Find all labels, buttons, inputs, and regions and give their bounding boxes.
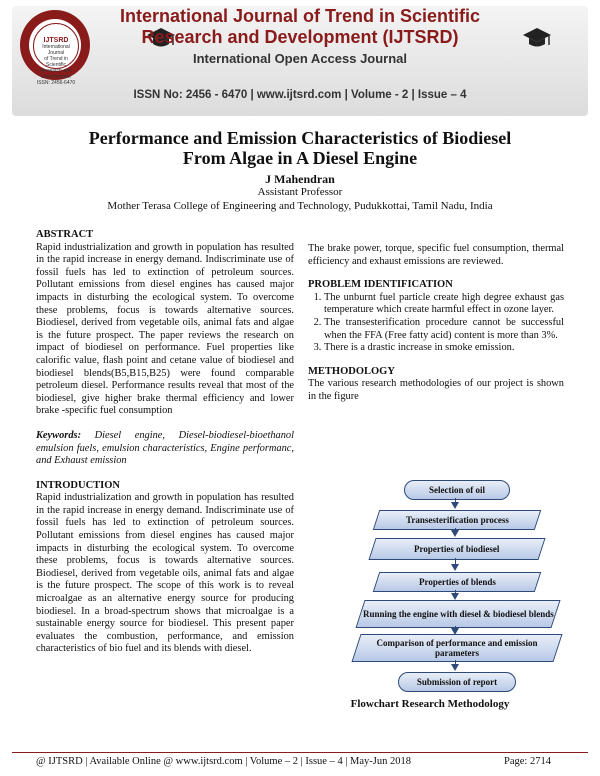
left-column (36, 229, 294, 656)
problem-heading: PROBLEM IDENTIFICATION (308, 279, 453, 291)
logo-abbr: IJTSRD (43, 37, 69, 44)
arrow-down-icon (451, 564, 459, 571)
list-item: 1. The unburnt fuel particle create high degree exhaust gas temperature which create harmful effect in ozone layer. (324, 292, 564, 317)
paper-title-line1: Performance and Emission Characteristics of Biodiesel (88, 128, 512, 148)
author-role: Assistant Professor (257, 186, 343, 198)
arrow-down-icon (451, 502, 459, 509)
keywords (36, 430, 294, 468)
flow-step-selection: Selection of oil (404, 480, 510, 500)
logo-line1: International Journal (42, 44, 70, 56)
arrow-down-icon (451, 664, 459, 671)
journal-title-line1: International Journal of Trend in Scientific (119, 6, 481, 26)
author-affiliation: Mother Terasa College of Engineering and Technology, Pudukkottai, Tamil Nadu, India (107, 200, 493, 212)
paper-title (0, 128, 600, 168)
logo-issn: ISSN: 2456-6470 (36, 80, 76, 86)
method-heading: METHODOLOGY (308, 365, 395, 377)
abstract-text: Rapid industrialization and growth in population has resulted in the rapid increase in energy demand. Indiscriminate use of fossil fuels has led to extinction of petroleum sources. Pollutant emissions from diesel engines has caused major impacts in disturbing the ecological system. To overcome these problems, focus is towards alternative sources. Biodiesel, derived from vegetable oils, animal fats and algae is the future prospect. The paper reviews the research on impact of biodiesel on performance. Fuel properties like calorific value, flash point and cetane value of biodiesel and biodiesel blends(B5,B15,B25) were found comparable petroleum diesel. Performance results reveal that most of the biodiesel, give higher brake thermal efficiency and lower brake -specific fuel consumption (36, 241, 294, 417)
intro-text: Rapid industrialization and growth in population has resulted in the rapid increase in energy demand. Indiscriminate use of fossil fuels has led to extinction of petroleum sources. Pollutant emissions from diesel engines has caused major impacts in disturbing the ecological system. To overcome these problems, focus is towards alternative sources. Biodiesel, derived from vegetable oils, animal fats and algae is the future prospect. The scope of this work is to reveal microalgae as an alternative energy source for producing biodiesel. In a broad-spectrum shows that microalgae is a sustainable energy source for biodiesel. This present paper evaluates the combustion, performance, and emission characteristics of bio fuel and its blends with diesel. (36, 492, 294, 655)
paper-title-line2: From Algae in A Diesel Engine (182, 148, 418, 168)
arrow-down-icon (451, 530, 459, 537)
logo-line4: Development (41, 74, 71, 80)
flow-step-properties-blends: Properties of blends (373, 572, 541, 592)
flow-step-comparison: Comparison of performance and emission parameters (351, 634, 562, 662)
intro-continued: The brake power, torque, specific fuel consumption, thermal efficiency and exhaust emissions are reviewed. (308, 243, 564, 267)
issn-line: ISSN No: 2456 - 6470 | www.ijtsrd.com | Volume - 2 | Issue – 4 (133, 89, 467, 101)
right-column (308, 243, 564, 404)
footer-divider (12, 752, 588, 753)
journal-subtitle: International Open Access Journal (192, 51, 408, 66)
footer-citation: @ IJTSRD | Available Online @ www.ijtsrd.com | Volume – 2 | Issue – 4 | May-Jun 2018 (36, 756, 412, 767)
list-item: 2. The transesterification procedure cannot be successful when the FFA (Free fatty acid) content is more than 3%. (324, 317, 564, 342)
keywords-text: Diesel engine, Diesel-biodiesel-bioethanol emulsion fuels, emulsion characteristics, Engine performanc, and Exhaust emission (36, 429, 294, 467)
flow-step-properties-biodiesel: Properties of biodiesel (368, 538, 545, 560)
journal-header (0, 0, 600, 122)
journal-logo (20, 10, 90, 86)
page-footer (0, 748, 600, 776)
journal-title (100, 6, 500, 48)
logo-line3: Research and (40, 68, 72, 74)
logo-line2: of Trend in Scientific (44, 56, 68, 68)
method-text: The various research methodologies of our project is shown in the figure (308, 378, 564, 402)
arrow-down-icon (451, 593, 459, 600)
list-item: 3. There is a drastic increase in smoke emission. (324, 342, 564, 355)
flowchart-caption: Flowchart Research Methodology (350, 698, 510, 710)
abstract-heading: ABSTRACT (36, 229, 94, 240)
graduation-cap-icon (522, 26, 552, 50)
intro-heading: INTRODUCTION (36, 479, 121, 491)
flow-step-running-engine: Running the engine with diesel & biodiesel blends (355, 600, 560, 628)
keywords-label: Keywords: (36, 429, 82, 441)
page-number: Page: 2714 (504, 756, 551, 767)
problem-list (308, 292, 564, 355)
flow-step-transesterification: Transesterification process (373, 510, 541, 530)
flow-step-submission: Submission of report (398, 672, 516, 692)
journal-title-line2: Research and Development (IJTSRD) (141, 27, 459, 47)
author-name: J Mahendran (265, 172, 335, 186)
